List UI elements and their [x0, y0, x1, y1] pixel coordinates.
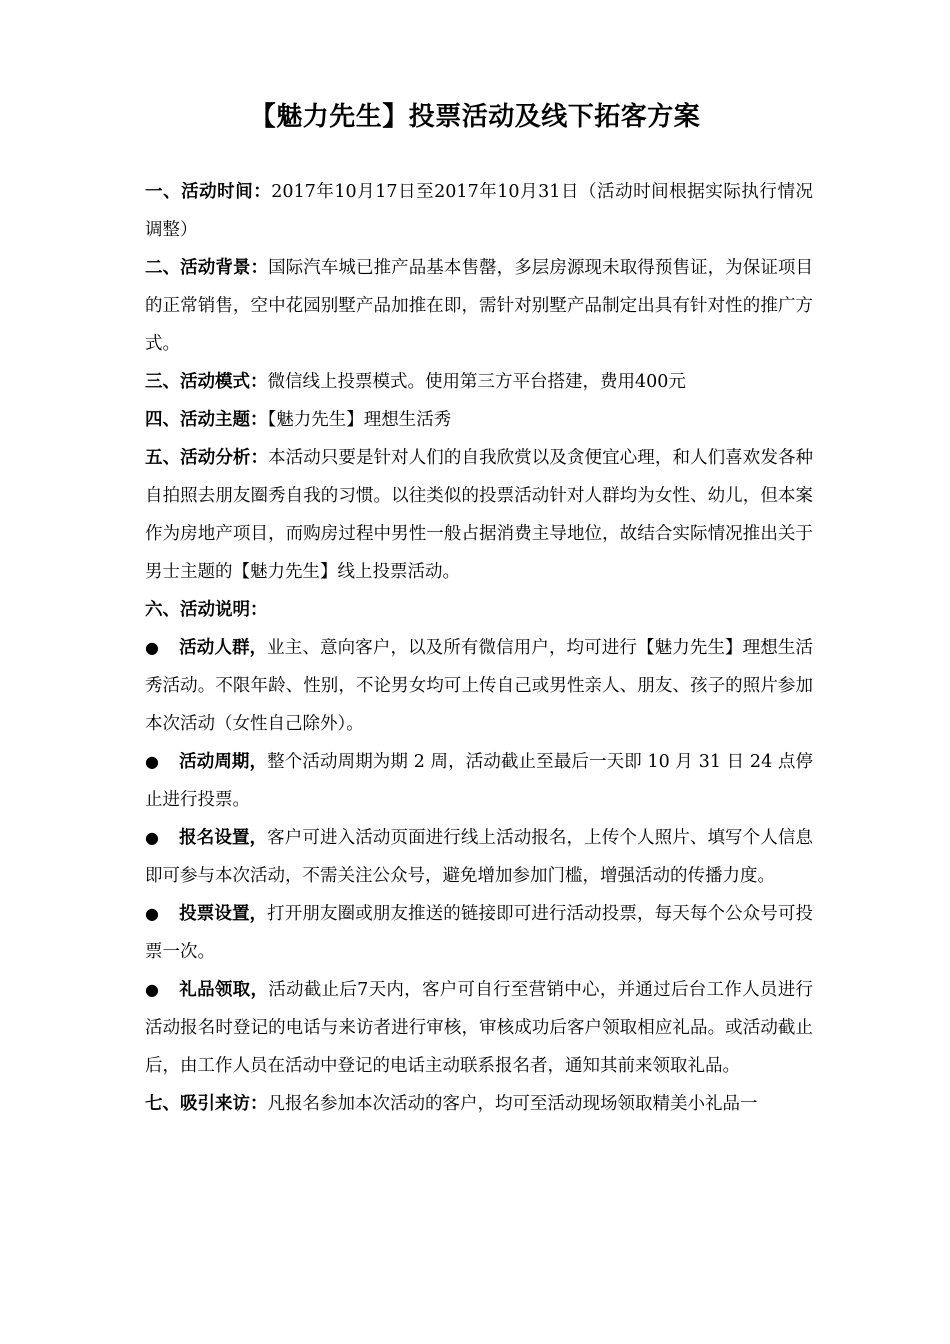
section-text: 微信线上投票模式。使用第三方平台搭建，费用400元: [267, 372, 686, 392]
bullet-dot-icon: ●: [145, 638, 159, 657]
bullet-text: 整个活动周期为期 2 周，活动截止至最后一天即 10 月 31 日 24 点停止进行投票。: [145, 752, 813, 810]
document-body: [145, 173, 813, 1123]
bullet-dot-icon: ●: [145, 828, 159, 847]
bullet-item-audience: [145, 629, 813, 743]
bullet-dot-icon: ●: [145, 904, 159, 923]
section-heading: 五、活动分析：: [145, 448, 269, 468]
document-title: 【魅力先生】投票活动及线下拓客方案: [249, 102, 701, 132]
section-activity-background: [145, 249, 813, 363]
bullet-text: 客户可进入活动页面进行线上活动报名，上传个人照片、填写个人信息即可参与本次活动，不需关注公众号，避免增加参加门槛，增强活动的传播力度。: [145, 828, 814, 886]
bullet-item-voting: [145, 895, 813, 971]
section-activity-theme: [145, 401, 813, 439]
bullet-item-period: [145, 743, 813, 819]
bullet-heading: 活动人群，: [179, 638, 268, 658]
bullet-text: 活动截止后7天内，客户可自行至营销中心，并通过后台工作人员进行活动报名时登记的电话与来访者进行审核，审核成功后客户领取相应礼品。或活动截止后，由工作人员在活动中登记的电话主动联系报名者，通知其前来领取礼品。: [145, 980, 813, 1076]
section-heading: 一、活动时间：: [145, 182, 272, 202]
bullet-heading: 礼品领取，: [179, 980, 269, 1000]
bullet-dot-icon: ●: [145, 980, 159, 999]
section-text: 本活动只要是针对人们的自我欣赏以及贪便宜心理，和人们喜欢发各种自拍照去朋友圈秀自我的习惯。以往类似的投票活动针对人群均为女性、幼儿，但本案作为房地产项目，而购房过程中男性一般占据消费主导地位，故结合实际情况推出关于男士主题的【魅力先生】线上投票活动。: [145, 448, 814, 582]
bullet-item-registration: [145, 819, 813, 895]
bullet-heading: 投票设置，: [179, 904, 268, 924]
bullet-text: 打开朋友圈或朋友推送的链接即可进行活动投票，每天每个公众号可投票一次。: [145, 904, 814, 962]
bullet-dot-icon: ●: [145, 752, 159, 771]
section-activity-description: [145, 591, 813, 629]
bullet-heading: 活动周期，: [179, 752, 268, 772]
section-text: 2017年10月17日至2017年10月31日（活动时间根据实际执行情况调整）: [145, 182, 813, 240]
bullet-heading: 报名设置，: [179, 828, 268, 848]
bullet-text: 业主、意向客户，以及所有微信用户，均可进行【魅力先生】理想生活秀活动。不限年龄、性别，不论男女均可上传自己或男性亲人、朋友、孩子的照片参加本次活动（女性自己除外）。: [145, 638, 814, 734]
section-text: 【魅力先生】理想生活秀: [267, 410, 452, 430]
section-heading: 六、活动说明：: [145, 600, 268, 620]
bullet-item-gift-collection: [145, 971, 813, 1085]
section-activity-time: [145, 173, 813, 249]
section-activity-analysis: [145, 439, 813, 591]
section-text: 凡报名参加本次活动的客户，均可至活动现场领取精美小礼品一: [267, 1094, 758, 1114]
section-heading: 四、活动主题：: [145, 410, 268, 430]
section-activity-mode: [145, 363, 813, 401]
section-heading: 三、活动模式：: [145, 372, 268, 392]
section-attract-visits: [145, 1085, 813, 1123]
section-heading: 七、吸引来访：: [145, 1094, 268, 1114]
section-text: 国际汽车城已推产品基本售罄，多层房源现未取得预售证，为保证项目的正常销售，空中花园别墅产品加推在即，需针对别墅产品制定出具有针对性的推广方式。: [145, 258, 814, 354]
section-heading: 二、活动背景：: [145, 258, 269, 278]
